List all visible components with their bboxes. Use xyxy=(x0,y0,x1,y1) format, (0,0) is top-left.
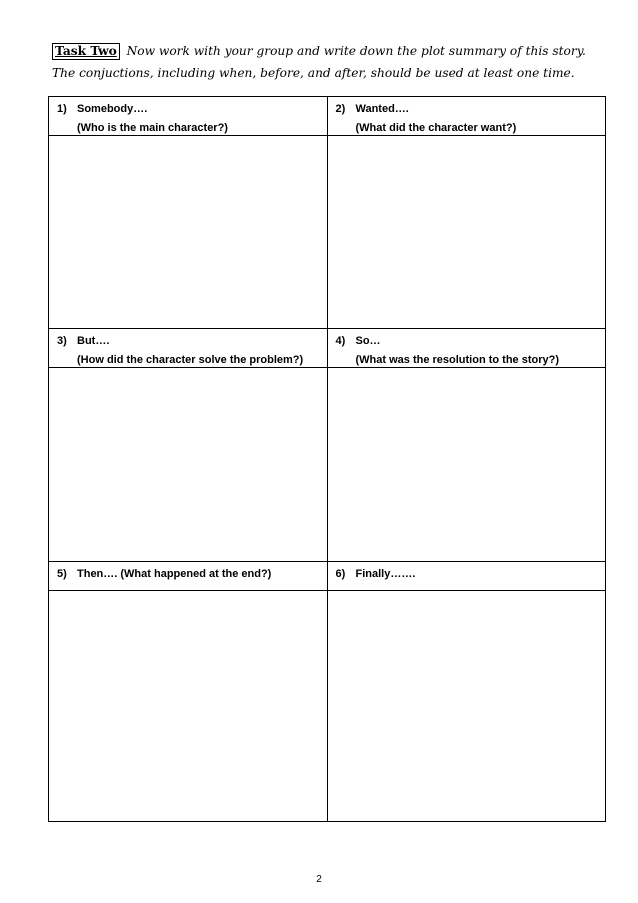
cell-question: (What did the character want?) xyxy=(355,122,517,134)
cell-number: 3) xyxy=(57,335,67,347)
cell-header-so xyxy=(327,329,606,368)
cell-title: So… xyxy=(355,335,381,347)
answer-area-somebody[interactable] xyxy=(49,136,328,329)
cell-header-then xyxy=(49,562,328,591)
cell-header-wanted xyxy=(327,97,606,136)
cell-header-but xyxy=(49,329,328,368)
instruction-line-2: The conjuctions, including when, before, and after, should be used at least one time. xyxy=(52,66,575,80)
cell-number: 6) xyxy=(335,568,346,580)
answer-area-but[interactable] xyxy=(49,368,328,562)
task-label: Task Two xyxy=(52,43,120,60)
cell-question: (How did the character solve the problem?) xyxy=(77,354,304,366)
answer-area-finally[interactable] xyxy=(327,591,606,822)
task-instructions xyxy=(52,40,612,84)
cell-title: Wanted…. xyxy=(355,103,409,115)
cell-title: Finally……. xyxy=(355,568,416,580)
cell-question: (What was the resolution to the story?) xyxy=(355,354,560,366)
cell-number: 5) xyxy=(57,568,67,580)
cell-number: 1) xyxy=(57,103,67,115)
cell-number: 4) xyxy=(335,335,346,347)
page-number: 2 xyxy=(316,874,322,885)
cell-number: 2) xyxy=(335,103,346,115)
cell-title: Somebody…. xyxy=(77,103,148,115)
cell-title: Then…. (What happened at the end?) xyxy=(77,568,272,580)
cell-header-finally xyxy=(327,562,606,591)
plot-summary-table xyxy=(48,96,606,822)
cell-question: (Who is the main character?) xyxy=(77,122,228,134)
answer-area-then[interactable] xyxy=(49,591,328,822)
answer-area-wanted[interactable] xyxy=(327,136,606,329)
cell-header-somebody xyxy=(49,97,328,136)
answer-area-so[interactable] xyxy=(327,368,606,562)
cell-title: But…. xyxy=(77,335,110,347)
instruction-line-1: Now work with your group and write down the plot summary of this story. xyxy=(126,44,586,58)
